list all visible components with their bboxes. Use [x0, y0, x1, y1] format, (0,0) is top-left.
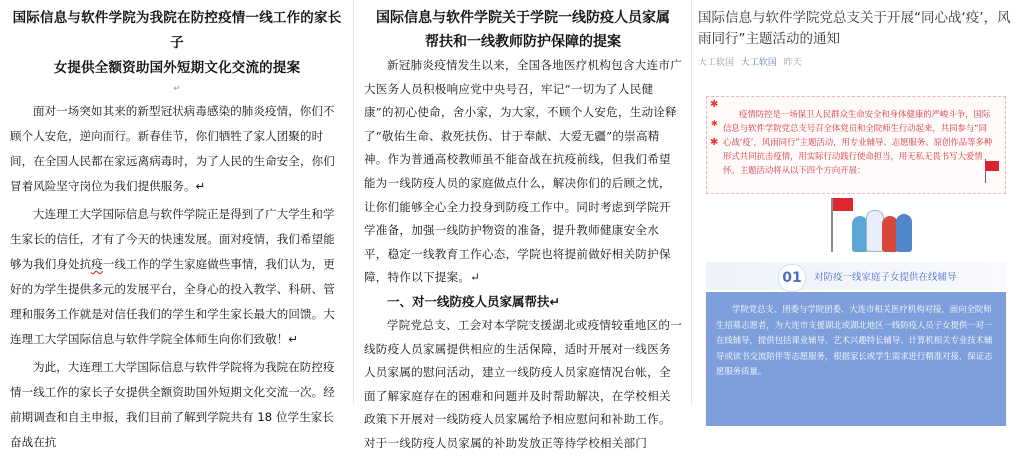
notice-article	[692, 0, 1024, 404]
panel-divider-left	[353, 0, 354, 404]
paragraph-mark: ↵	[173, 84, 181, 94]
section-header	[706, 262, 1006, 290]
doc2-title-line2: 帮扶和一线教师防护保障的提案	[425, 34, 621, 50]
doc1-title-line2: 女提供全额资助国外短期文化交流的提案	[53, 60, 301, 76]
star-icon: ✱	[710, 99, 719, 110]
doc1-paragraph-3: 为此，大连理工大学国际信息与软件学院将为我院在防控疫情一线工作的家长子女提供全额资助国外短期文化交流一次。经前期调查和自主申报，我们目前了解到学院共有 18 位学生家长奋战在抗	[10, 360, 335, 449]
medical-worker-figure	[896, 214, 912, 252]
doc1-paragraph-1: 面对一场突如其来的新型冠状病毒感染的肺炎疫情，你们不顾个人安危，逆向而行。新春佳节，你们牺牲了家人团聚的时间，在全国人民都在家远离病毒时，为了人民的生命安全，你们冒着风险坚守岗位为我们提供服务。↵	[10, 104, 335, 193]
intro-box	[706, 96, 1006, 194]
section-body-text: 学院党总支、团委与学院团委、大连市相关医疗机构对接，面向全院师生招募志愿者，为大连市支援湖北或湖北地区一线防疫人员子女提供一对一在线辅导，提供包括课业辅导、艺术兴趣特长辅导、计算机相关专业技术辅导或读书交流陪伴等志愿服务，根据家长或学生需求进行精准对接，保证志愿服务质量。	[716, 304, 993, 376]
illustration-red-flag-icon	[833, 198, 853, 211]
doc2-heading-1: 一、对一线防疫人员家属帮扶↵	[387, 293, 560, 309]
section-number: 01	[778, 264, 806, 292]
star-icon: ✱	[711, 119, 718, 128]
intro-text: 疫情防控是一场保卫人民群众生命安全和身体健康的严峻斗争，国际信息与软件学院党总支号召全体党员和全院师生行动起来，共同参与“同心战‘疫’，风雨同行”主题活动，用专业辅导、志愿服务、原创作品等多种形式共同抗击疫情，用实际行动践行使命担当，用无私无畏书写大爱情怀。主题活动将从以下四个方向开展：	[723, 109, 993, 175]
red-flag-icon	[985, 161, 999, 171]
doc2-title-line1: 国际信息与软件学院关于学院一线防疫人员家属	[376, 10, 670, 26]
doc1-paragraph-2-start: 大连理工大学国际信息与软件学院正是得到了广大学生和学生家长的信任，才有了今天的快速发展。面对疫情，我们希望能够为我们身处抗	[10, 207, 335, 271]
article-meta	[698, 56, 1018, 70]
meta-source-link[interactable]: 大工软国	[740, 58, 777, 68]
spellcheck-underlined-word: 疫	[91, 257, 103, 271]
meta-source-1: 大工软国	[698, 58, 735, 68]
doc2-paragraph-2: 学院党总支、工会对本学院支援湖北或疫情较重地区的一线防疫人员家属提供相应的生活保障，适时开展对一线医务人员家属的慰问活动，建立一线防疫人员家庭情况台帐，全面了解家庭存在的困难和问题并及时帮助解决，在学校相关政策下开展对一线防疫人员家属给予相应慰问和补助工作。对于一线防疫人员家属的补助发放正等待学校相关部门	[364, 317, 682, 450]
doc2-paragraph-1: 新冠肺炎疫情发生以来，全国各地医疗机构包含大连市广大医务人员积极响应党中央号召，牢记“一切为了人民健康”的初心使命，舍小家，为大家，不顾个人安危，生动诠释了“敬佑生命、救死扶伤、甘于奉献、大爱无疆”的崇高精神。作为普通高校教师虽不能奋战在抗疫前线，但我们希望能为一线防疫人员的家庭做点什么，解决你们的后顾之忧，让你们能够全心全力投身到防疫工作中。同时考虑到学院开学准备，加强一线防护物资的准备，提升教师健康安全水平，稳定一线教育工作心态，学院也将提前做好相关防护保障，特作以下提案。↵	[364, 58, 682, 285]
section-title: 对防疫一线家庭子女提供在线辅导	[814, 272, 957, 283]
doc1-title-line1: 国际信息与软件学院为我院在防控疫情一线工作的家长子	[12, 10, 342, 51]
proposal-document-1	[0, 0, 352, 449]
doc1-paragraph-2-end: 一线工作的学生家庭做些事情，我们认为，更好的为学生提供多元的发展平台，全身心的投入教学、科研、管理和服务工作就是对信任我们的学生和学生家长最大的回馈。大连理工大学国际信息与软件学院全体师生向你们致敬！↵	[10, 257, 335, 346]
medical-workers-illustration	[706, 194, 1006, 256]
proposal-document-2	[356, 0, 690, 450]
meta-date: 昨天	[783, 58, 802, 68]
section-body-box	[706, 292, 1006, 426]
article-title: 国际信息与软件学院党总支关于开展“同心战‘疫’，风雨同行”主题活动的通知	[698, 10, 1011, 47]
doc1-paragraph-2	[10, 202, 344, 352]
star-icon: ✱	[710, 137, 719, 148]
